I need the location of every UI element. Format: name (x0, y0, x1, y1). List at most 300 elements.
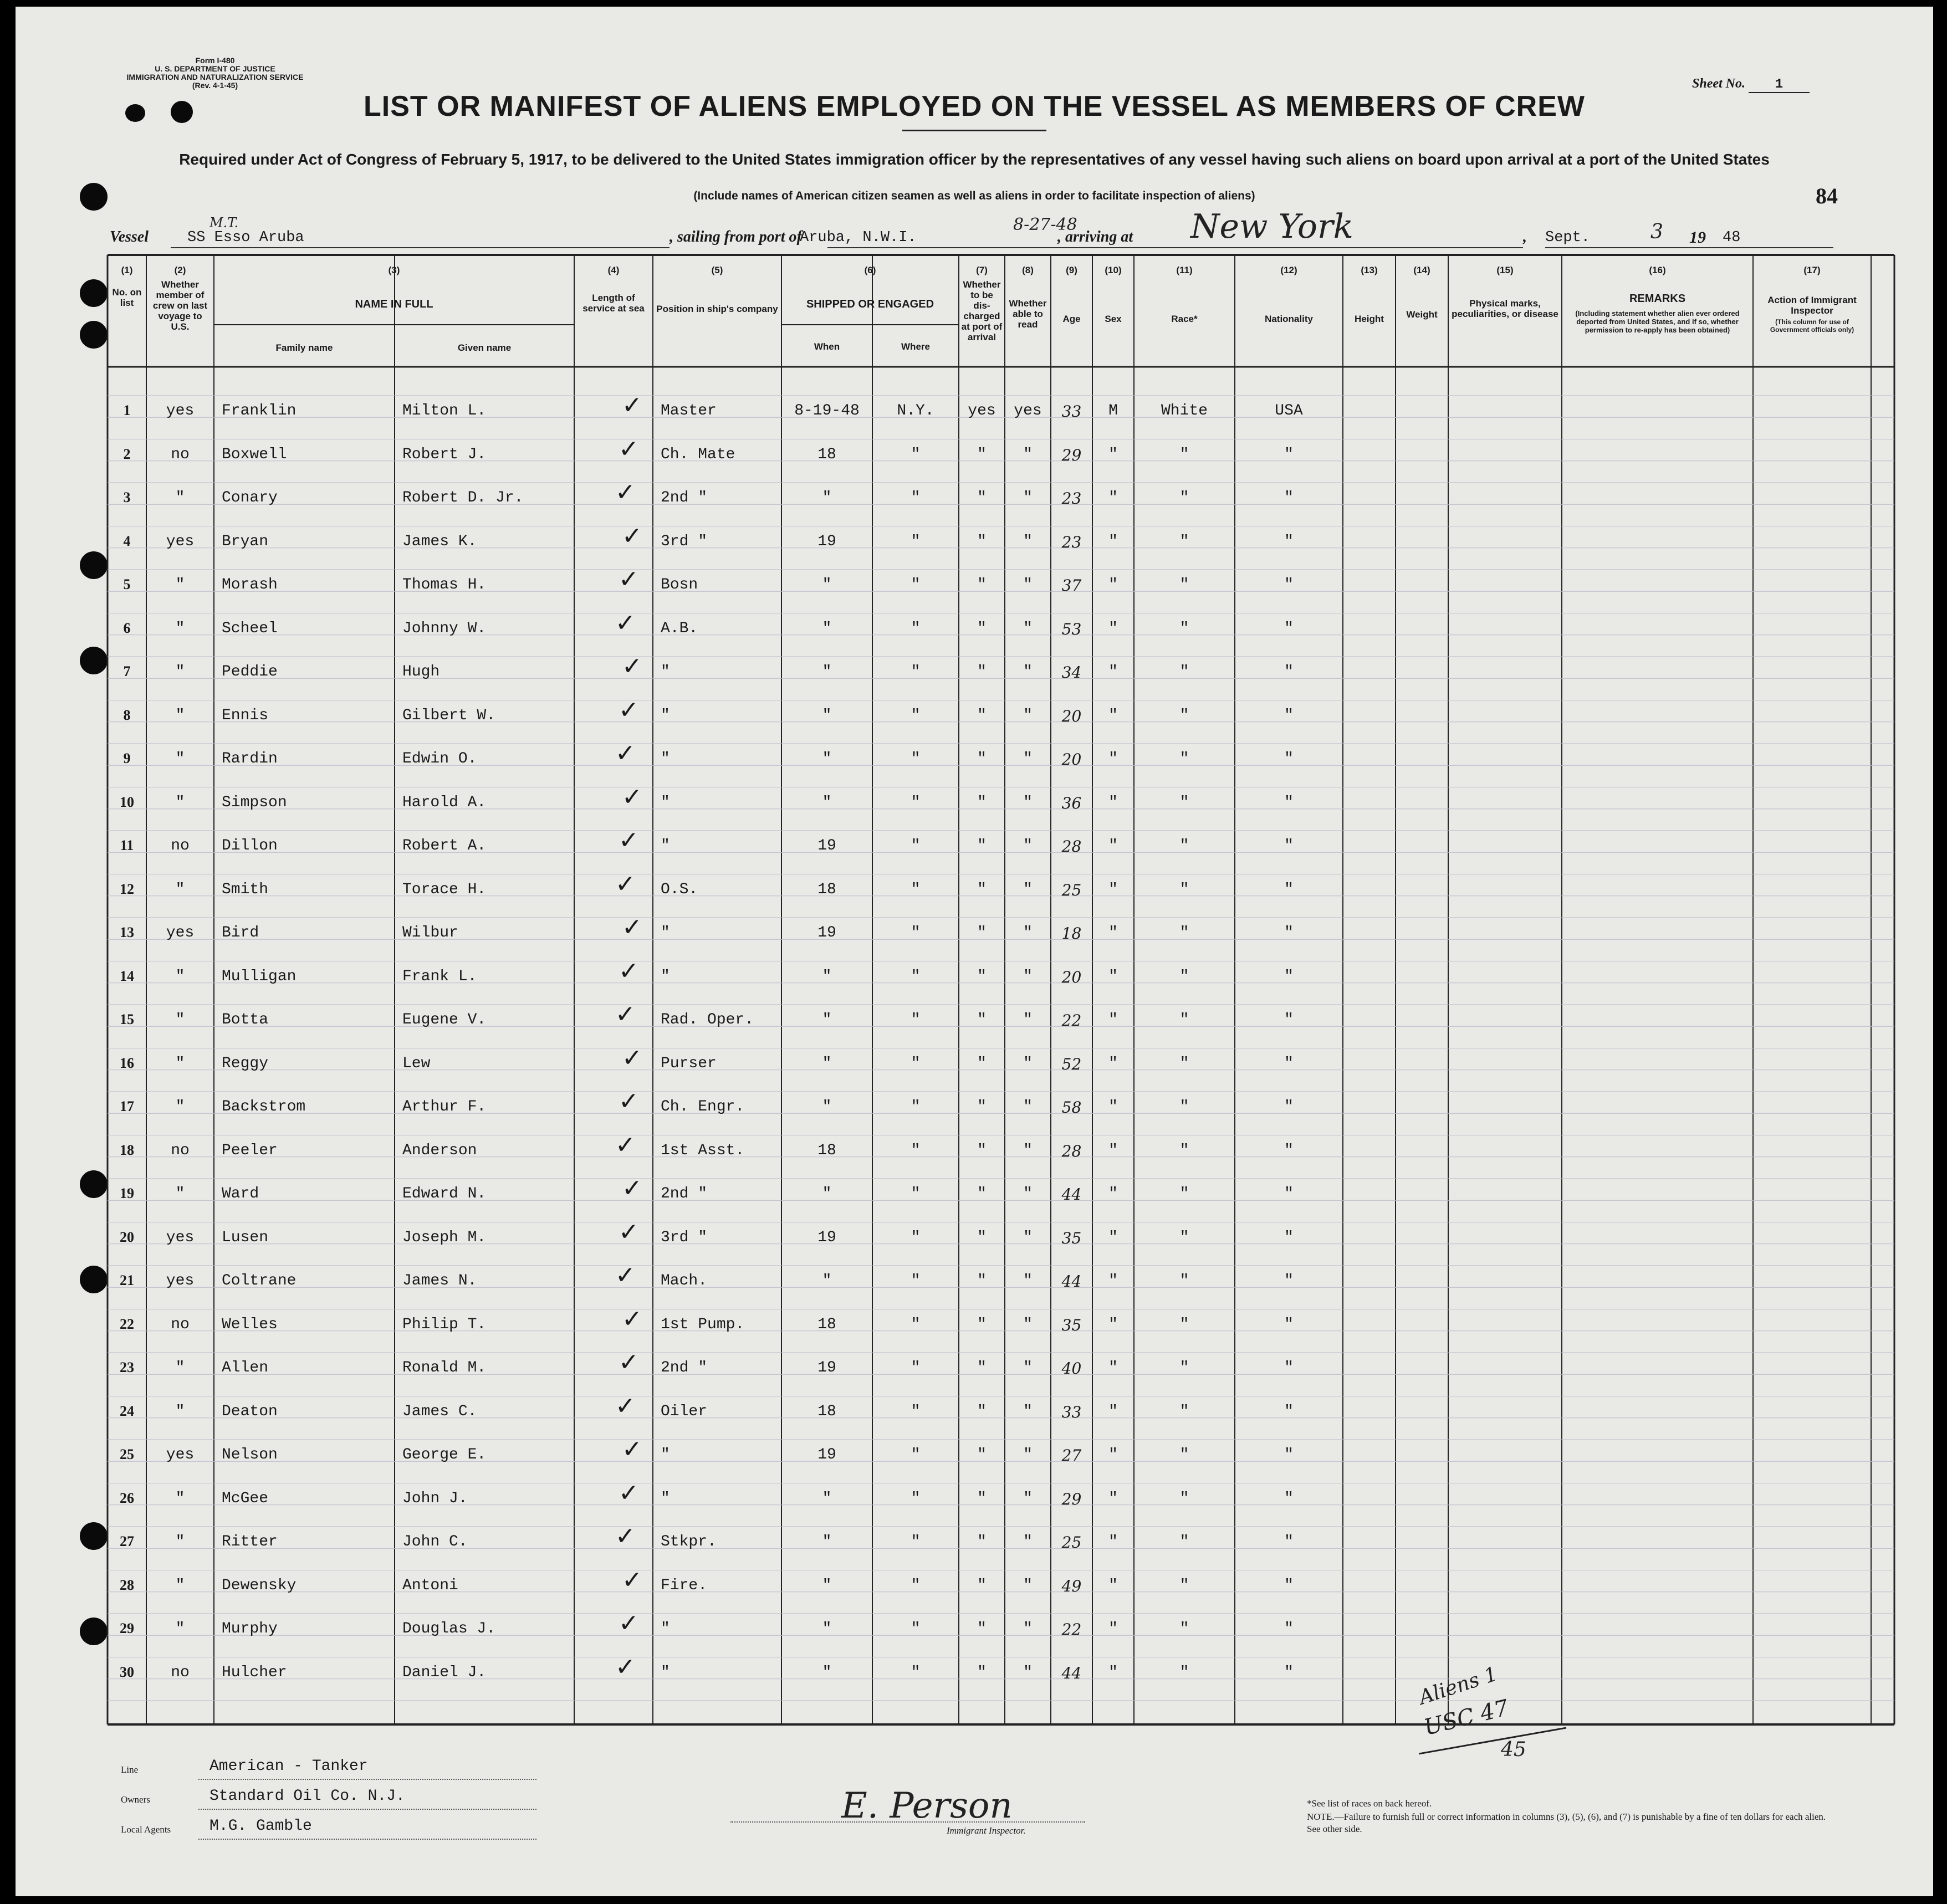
cell-given: Frank L. (402, 968, 477, 985)
cell-nat: " (1284, 576, 1294, 593)
cell-nat: " (1284, 1664, 1294, 1681)
cell-family: McGee (222, 1490, 269, 1507)
cell-disch: " (977, 576, 987, 593)
cell-position: A.B. (661, 620, 698, 637)
cell-where: " (911, 1011, 921, 1028)
cell-age: 52 (1061, 1055, 1082, 1073)
check-mark-icon: ✓ (622, 652, 642, 680)
cell-where: " (911, 924, 921, 941)
cell-position: " (661, 1620, 670, 1637)
cell-nat: " (1284, 1316, 1294, 1333)
cell-prev: " (175, 1098, 185, 1115)
cell-when: 19 (817, 1359, 836, 1376)
column-header-c11: Race* (1171, 314, 1198, 324)
column-header-c6a: When (814, 341, 840, 352)
arriving-label: , arriving at (1057, 228, 1133, 245)
cell-nat: " (1284, 446, 1294, 463)
cell-age: 20 (1061, 750, 1082, 769)
column-header-c8-num: (8) (1022, 265, 1034, 275)
cell-position: 2nd " (661, 1185, 708, 1202)
cell-age: 58 (1061, 1098, 1082, 1117)
cell-where: " (911, 750, 921, 767)
cell-where: N.Y. (897, 402, 934, 419)
cell-prev: " (175, 620, 185, 637)
cell-race: " (1179, 1272, 1189, 1289)
cell-sex: " (1108, 1446, 1118, 1463)
cell-given: Torace H. (402, 881, 487, 898)
cell-disch: " (977, 1577, 987, 1594)
cell-age: 18 (1061, 924, 1082, 943)
column-header-c9: Age (1062, 314, 1081, 324)
column-header-c6: SHIPPED OR ENGAGED (806, 298, 934, 310)
cell-nat: " (1284, 707, 1294, 724)
cell-no: 29 (120, 1620, 134, 1636)
cell-sex: " (1108, 750, 1118, 767)
cell-read: " (1023, 663, 1033, 680)
cell-given: James C. (402, 1403, 477, 1420)
cell-prev: " (175, 576, 185, 593)
cell-sex: " (1108, 489, 1118, 506)
cell-when: " (822, 1664, 832, 1681)
cell-race: " (1179, 1403, 1189, 1420)
cell-family: Reggy (222, 1055, 269, 1072)
check-mark-icon: ✓ (615, 739, 636, 767)
cell-race: White (1161, 402, 1208, 419)
cell-given: Robert A. (402, 837, 487, 854)
check-mark-icon: ✓ (622, 1043, 642, 1072)
column-header-c13: Height (1355, 314, 1384, 324)
cell-no: 9 (123, 750, 131, 766)
cell-family: Peddie (222, 663, 278, 680)
cell-age: 29 (1061, 446, 1082, 464)
date-year: 48 (1723, 229, 1741, 246)
column-header-c7: Whether to be dis-charged at port of arrival (961, 279, 1003, 342)
cell-when: " (822, 576, 832, 593)
column-header-c4: Length of service at sea (582, 293, 645, 314)
cell-age: 53 (1061, 620, 1082, 638)
cell-given: Daniel J. (402, 1664, 487, 1681)
column-header-c10-num: (10) (1105, 265, 1122, 275)
cell-read: " (1023, 1229, 1033, 1246)
cell-age: 36 (1061, 794, 1082, 812)
cell-no: 14 (120, 968, 134, 984)
cell-given: Ronald M. (402, 1359, 487, 1376)
cell-read: " (1023, 1664, 1033, 1681)
cell-prev: " (175, 750, 185, 767)
cell-age: 35 (1061, 1229, 1082, 1247)
owners-value: Standard Oil Co. N.J. (209, 1788, 405, 1805)
cell-no: 1 (123, 402, 131, 418)
cell-disch: " (977, 1403, 987, 1420)
date-day: 3 (1650, 221, 1663, 243)
cell-disch: " (977, 1359, 987, 1376)
cell-race: " (1179, 1185, 1189, 1202)
subtitle: Required under Act of Congress of February 5, 1917, to be delivered to the United States immigration officer by the representatives of any vessel having such aliens on board upon arrival at a port of the United States (179, 151, 1770, 168)
column-header-c6b: Where (901, 341, 930, 352)
cell-no: 4 (123, 533, 131, 549)
check-mark-icon: ✓ (615, 1391, 636, 1420)
cell-race: " (1179, 446, 1189, 463)
cell-family: Deaton (222, 1403, 278, 1420)
cell-position: " (661, 1664, 670, 1681)
cell-sex: " (1108, 1098, 1118, 1115)
cell-read: " (1023, 1446, 1033, 1463)
cell-where: " (911, 1316, 921, 1333)
cell-no: 24 (120, 1403, 134, 1419)
cell-sex: " (1108, 1185, 1118, 1202)
cell-given: Eugene V. (402, 1011, 487, 1028)
check-mark-icon: ✓ (619, 1217, 639, 1246)
cell-disch: yes (968, 402, 996, 419)
cell-nat: " (1284, 1185, 1294, 1202)
cell-when: " (822, 794, 832, 811)
cell-disch: " (977, 533, 987, 550)
column-header-c10: Sex (1105, 314, 1122, 324)
cell-given: Joseph M. (402, 1229, 487, 1246)
cell-family: Ward (222, 1185, 259, 1202)
cell-age: 23 (1061, 489, 1082, 508)
column-header-c17: Action of Immigrant Inspector (1767, 295, 1857, 316)
cell-read: " (1023, 446, 1033, 463)
cell-position: 1st Asst. (661, 1142, 745, 1159)
cell-age: 22 (1061, 1011, 1082, 1030)
cell-when: " (822, 750, 832, 767)
cell-sex: " (1108, 1011, 1118, 1028)
column-header-c3b: Given name (457, 342, 512, 353)
cell-disch: " (977, 881, 987, 898)
cell-position: Stkpr. (661, 1533, 717, 1550)
cell-where: " (911, 533, 921, 550)
date-century: 19 (1689, 228, 1706, 247)
column-header-c17-note: (This column for use of Government officials only) (1770, 318, 1854, 334)
cell-when: 19 (817, 533, 836, 550)
cell-where: " (911, 881, 921, 898)
cell-given: Edward N. (402, 1185, 487, 1202)
cell-given: Robert D. Jr. (402, 489, 524, 506)
manifest-page (16, 7, 1933, 1896)
cell-age: 25 (1061, 881, 1082, 899)
cell-age: 28 (1061, 837, 1082, 856)
cell-when: 19 (817, 924, 836, 941)
cell-prev: " (175, 489, 185, 506)
column-header-c15: Physical marks, peculiarities, or disease (1452, 298, 1558, 319)
cell-read: " (1023, 1620, 1033, 1637)
cell-family: Nelson (222, 1446, 278, 1463)
cell-age: 27 (1061, 1446, 1082, 1465)
cell-race: " (1179, 837, 1189, 854)
cell-given: Milton L. (402, 402, 487, 419)
cell-when: " (822, 1098, 832, 1115)
vessel-label: Vessel (110, 228, 149, 245)
cell-where: " (911, 1229, 921, 1246)
cell-where: " (911, 1055, 921, 1072)
cell-sex: " (1108, 1664, 1118, 1681)
cell-sex: " (1108, 881, 1118, 898)
cell-when: 8-19-48 (794, 402, 860, 419)
cell-no: 11 (120, 837, 134, 853)
check-mark-icon: ✓ (622, 1304, 642, 1333)
cell-prev: yes (166, 1229, 195, 1246)
cell-no: 26 (120, 1490, 134, 1506)
cell-when: " (822, 968, 832, 985)
fill-rule (198, 1779, 536, 1780)
cell-read: " (1023, 837, 1033, 854)
cell-race: " (1179, 1098, 1189, 1115)
penalty-note: NOTE.—Failure to furnish full or correct information in columns (3), (5), (6), and (7) is punishable by a fine of ten dollars for each alien. See other side. (1307, 1811, 1826, 1834)
cell-when: " (822, 1577, 832, 1594)
cell-disch: " (977, 620, 987, 637)
cell-family: Backstrom (222, 1098, 306, 1115)
check-mark-icon: ✓ (622, 521, 642, 550)
cell-given: Robert J. (402, 446, 487, 463)
cell-race: " (1179, 1620, 1189, 1637)
cell-prev: " (175, 1490, 185, 1507)
cell-where: " (911, 489, 921, 506)
cell-disch: " (977, 1446, 987, 1463)
cell-race: " (1179, 881, 1189, 898)
column-header-c14: Weight (1406, 309, 1438, 320)
cell-where: " (911, 1403, 921, 1420)
cell-read: " (1023, 750, 1033, 767)
cell-age: 33 (1061, 402, 1082, 421)
cell-disch: " (977, 1185, 987, 1202)
cell-given: Thomas H. (402, 576, 487, 593)
cell-given: Antoni (402, 1577, 458, 1594)
cell-when: " (822, 620, 832, 637)
cell-prev: " (175, 663, 185, 680)
cell-where: " (911, 446, 921, 463)
cell-sex: " (1108, 446, 1118, 463)
cell-where: " (911, 1620, 921, 1637)
cell-position: Purser (661, 1055, 717, 1072)
column-header-c8: Whether able to read (1009, 298, 1047, 330)
cell-when: " (822, 1011, 832, 1028)
cell-read: " (1023, 1359, 1033, 1376)
check-mark-icon: ✓ (619, 1478, 639, 1507)
cell-where: " (911, 1359, 921, 1376)
cell-age: 35 (1061, 1316, 1082, 1334)
cell-position: " (661, 750, 670, 767)
cell-no: 22 (120, 1316, 134, 1332)
cell-position: Rad. Oper. (661, 1011, 754, 1028)
cell-read: " (1023, 1142, 1033, 1159)
cell-race: " (1179, 1229, 1189, 1246)
cell-nat: " (1284, 489, 1294, 506)
cell-age: 28 (1061, 1142, 1082, 1160)
cell-when: " (822, 1272, 832, 1289)
cell-no: 20 (120, 1229, 134, 1245)
cell-read: " (1023, 1577, 1033, 1594)
cell-family: Rardin (222, 750, 278, 767)
tally-usc: USC 47 (1421, 1695, 1511, 1741)
vessel-value: SS Esso Aruba (187, 229, 304, 246)
column-header-c12-num: (12) (1280, 265, 1297, 275)
check-mark-icon: ✓ (615, 1130, 636, 1159)
cell-family: Coltrane (222, 1272, 297, 1289)
cell-nat: " (1284, 1403, 1294, 1420)
cell-nat: " (1284, 1359, 1294, 1376)
cell-nat: " (1284, 924, 1294, 941)
check-mark-icon: ✓ (615, 608, 636, 637)
cell-where: " (911, 794, 921, 811)
cell-given: Gilbert W. (402, 707, 496, 724)
cell-read: " (1023, 1403, 1033, 1420)
column-header-c5: Position in ship's company (656, 304, 778, 314)
cell-sex: " (1108, 968, 1118, 985)
cell-age: 20 (1061, 968, 1082, 986)
cell-no: 10 (120, 794, 134, 810)
cell-given: Edwin O. (402, 750, 477, 767)
check-mark-icon: ✓ (622, 1435, 642, 1463)
cell-where: " (911, 620, 921, 637)
check-mark-icon: ✓ (615, 1261, 636, 1289)
cell-where: " (911, 1533, 921, 1550)
cell-sex: " (1108, 1359, 1118, 1376)
cell-disch: " (977, 1272, 987, 1289)
column-header-c16-note: (Including statement whether alien ever ordered deported from United States, and if so, whether permission to re-apply has been obtained) (1575, 309, 1740, 334)
cell-where: " (911, 1490, 921, 1507)
cell-prev: " (175, 1055, 185, 1072)
sailing-value: Aruba, N.W.I. (800, 229, 917, 246)
cell-family: Dewensky (222, 1577, 297, 1594)
check-mark-icon: ✓ (619, 434, 639, 463)
cell-family: Morash (222, 576, 278, 593)
line-value: American - Tanker (209, 1758, 368, 1775)
cell-prev: no (171, 446, 190, 463)
cell-disch: " (977, 1533, 987, 1550)
column-header-c12: Nationality (1265, 314, 1313, 324)
check-mark-icon: ✓ (615, 869, 636, 898)
cell-read: " (1023, 794, 1033, 811)
cell-family: Smith (222, 881, 269, 898)
cell-read: " (1023, 1272, 1033, 1289)
cell-no: 8 (123, 707, 131, 723)
check-mark-icon: ✓ (619, 1348, 639, 1376)
cell-nat: " (1284, 1490, 1294, 1507)
cell-no: 25 (120, 1446, 134, 1462)
cell-no: 27 (120, 1533, 134, 1549)
cell-where: " (911, 1142, 921, 1159)
cell-position: 3rd " (661, 533, 708, 550)
cell-prev: no (171, 837, 190, 854)
check-mark-icon: ✓ (615, 1522, 636, 1550)
cell-no: 2 (123, 446, 131, 462)
cell-read: " (1023, 881, 1033, 898)
cell-where: " (911, 663, 921, 680)
cell-prev: " (175, 1185, 185, 1202)
cell-age: 44 (1061, 1664, 1082, 1682)
cell-nat: " (1284, 1577, 1294, 1594)
cell-read: " (1023, 489, 1033, 506)
cell-race: " (1179, 489, 1189, 506)
cell-read: " (1023, 533, 1033, 550)
line-label: Line (121, 1764, 139, 1775)
column-header-c1: No. on list (112, 287, 142, 308)
cell-disch: " (977, 707, 987, 724)
cell-race: " (1179, 663, 1189, 680)
cell-disch: " (977, 924, 987, 941)
cell-nat: " (1284, 1620, 1294, 1637)
cell-position: " (661, 968, 670, 985)
cell-read: " (1023, 1185, 1033, 1202)
cell-family: Bryan (222, 533, 269, 550)
cell-no: 13 (120, 924, 134, 940)
owners-label: Owners (121, 1794, 150, 1805)
cell-when: " (822, 1620, 832, 1637)
cell-race: " (1179, 1011, 1189, 1028)
cell-prev: no (171, 1316, 190, 1333)
column-header-c3a: Family name (275, 342, 333, 353)
check-mark-icon: ✓ (615, 1000, 636, 1028)
cell-nat: " (1284, 1533, 1294, 1550)
cell-race: " (1179, 533, 1189, 550)
cell-family: Simpson (222, 794, 287, 811)
cell-nat: " (1284, 663, 1294, 680)
cell-sex: " (1108, 533, 1118, 550)
cell-position: 2nd " (661, 489, 708, 506)
cell-disch: " (977, 968, 987, 985)
cell-age: 23 (1061, 533, 1082, 551)
agents-value: M.G. Gamble (209, 1818, 312, 1835)
cell-family: Hulcher (222, 1664, 287, 1681)
cell-position: Ch. Mate (661, 446, 735, 463)
column-header-c6-num: (6) (864, 265, 876, 275)
cell-sex: " (1108, 1490, 1118, 1507)
date-month: Sept. (1545, 229, 1591, 246)
cell-prev: " (175, 1620, 185, 1637)
cell-nat: " (1284, 1142, 1294, 1159)
cell-when: 19 (817, 837, 836, 854)
vessel-line: Vessel SS Esso Aruba M.T. , sailing from port of Aruba, N.W.I. 8-27-48 , arriving at New York , Sept. 3 19 48 (104, 223, 1878, 250)
cell-position: " (661, 1490, 670, 1507)
cell-sex: " (1108, 1272, 1118, 1289)
cell-where: " (911, 1446, 921, 1463)
cell-prev: " (175, 1359, 185, 1376)
check-mark-icon: ✓ (619, 956, 639, 985)
cell-family: Conary (222, 489, 278, 506)
cell-age: 34 (1061, 663, 1082, 682)
check-mark-icon: ✓ (619, 1609, 639, 1637)
cell-read: " (1023, 1055, 1033, 1072)
cell-sex: " (1108, 707, 1118, 724)
cell-no: 19 (120, 1185, 134, 1201)
cell-nat: " (1284, 881, 1294, 898)
cell-no: 17 (120, 1098, 134, 1114)
column-header-c4-num: (4) (607, 265, 620, 275)
agents-label: Local Agents (121, 1824, 171, 1835)
cell-where: " (911, 1185, 921, 1202)
cell-given: John C. (402, 1533, 468, 1550)
cell-family: Dillon (222, 837, 278, 854)
check-mark-icon: ✓ (615, 1652, 636, 1681)
cell-race: " (1179, 794, 1189, 811)
cell-disch: " (977, 1055, 987, 1072)
cell-race: " (1179, 750, 1189, 767)
cell-sex: " (1108, 663, 1118, 680)
cell-prev: " (175, 707, 185, 724)
cell-position: 2nd " (661, 1359, 708, 1376)
fill-rule (730, 1821, 1085, 1823)
cell-disch: " (977, 794, 987, 811)
races-note: *See list of races on back hereof. (1307, 1798, 1432, 1809)
cell-sex: " (1108, 1229, 1118, 1246)
sailing-handwriting: 8-27-48 (1013, 215, 1077, 234)
cell-disch: " (977, 446, 987, 463)
cell-when: " (822, 1533, 832, 1550)
cell-sex: " (1108, 924, 1118, 941)
page-number: 84 (1816, 183, 1838, 208)
cell-disch: " (977, 750, 987, 767)
